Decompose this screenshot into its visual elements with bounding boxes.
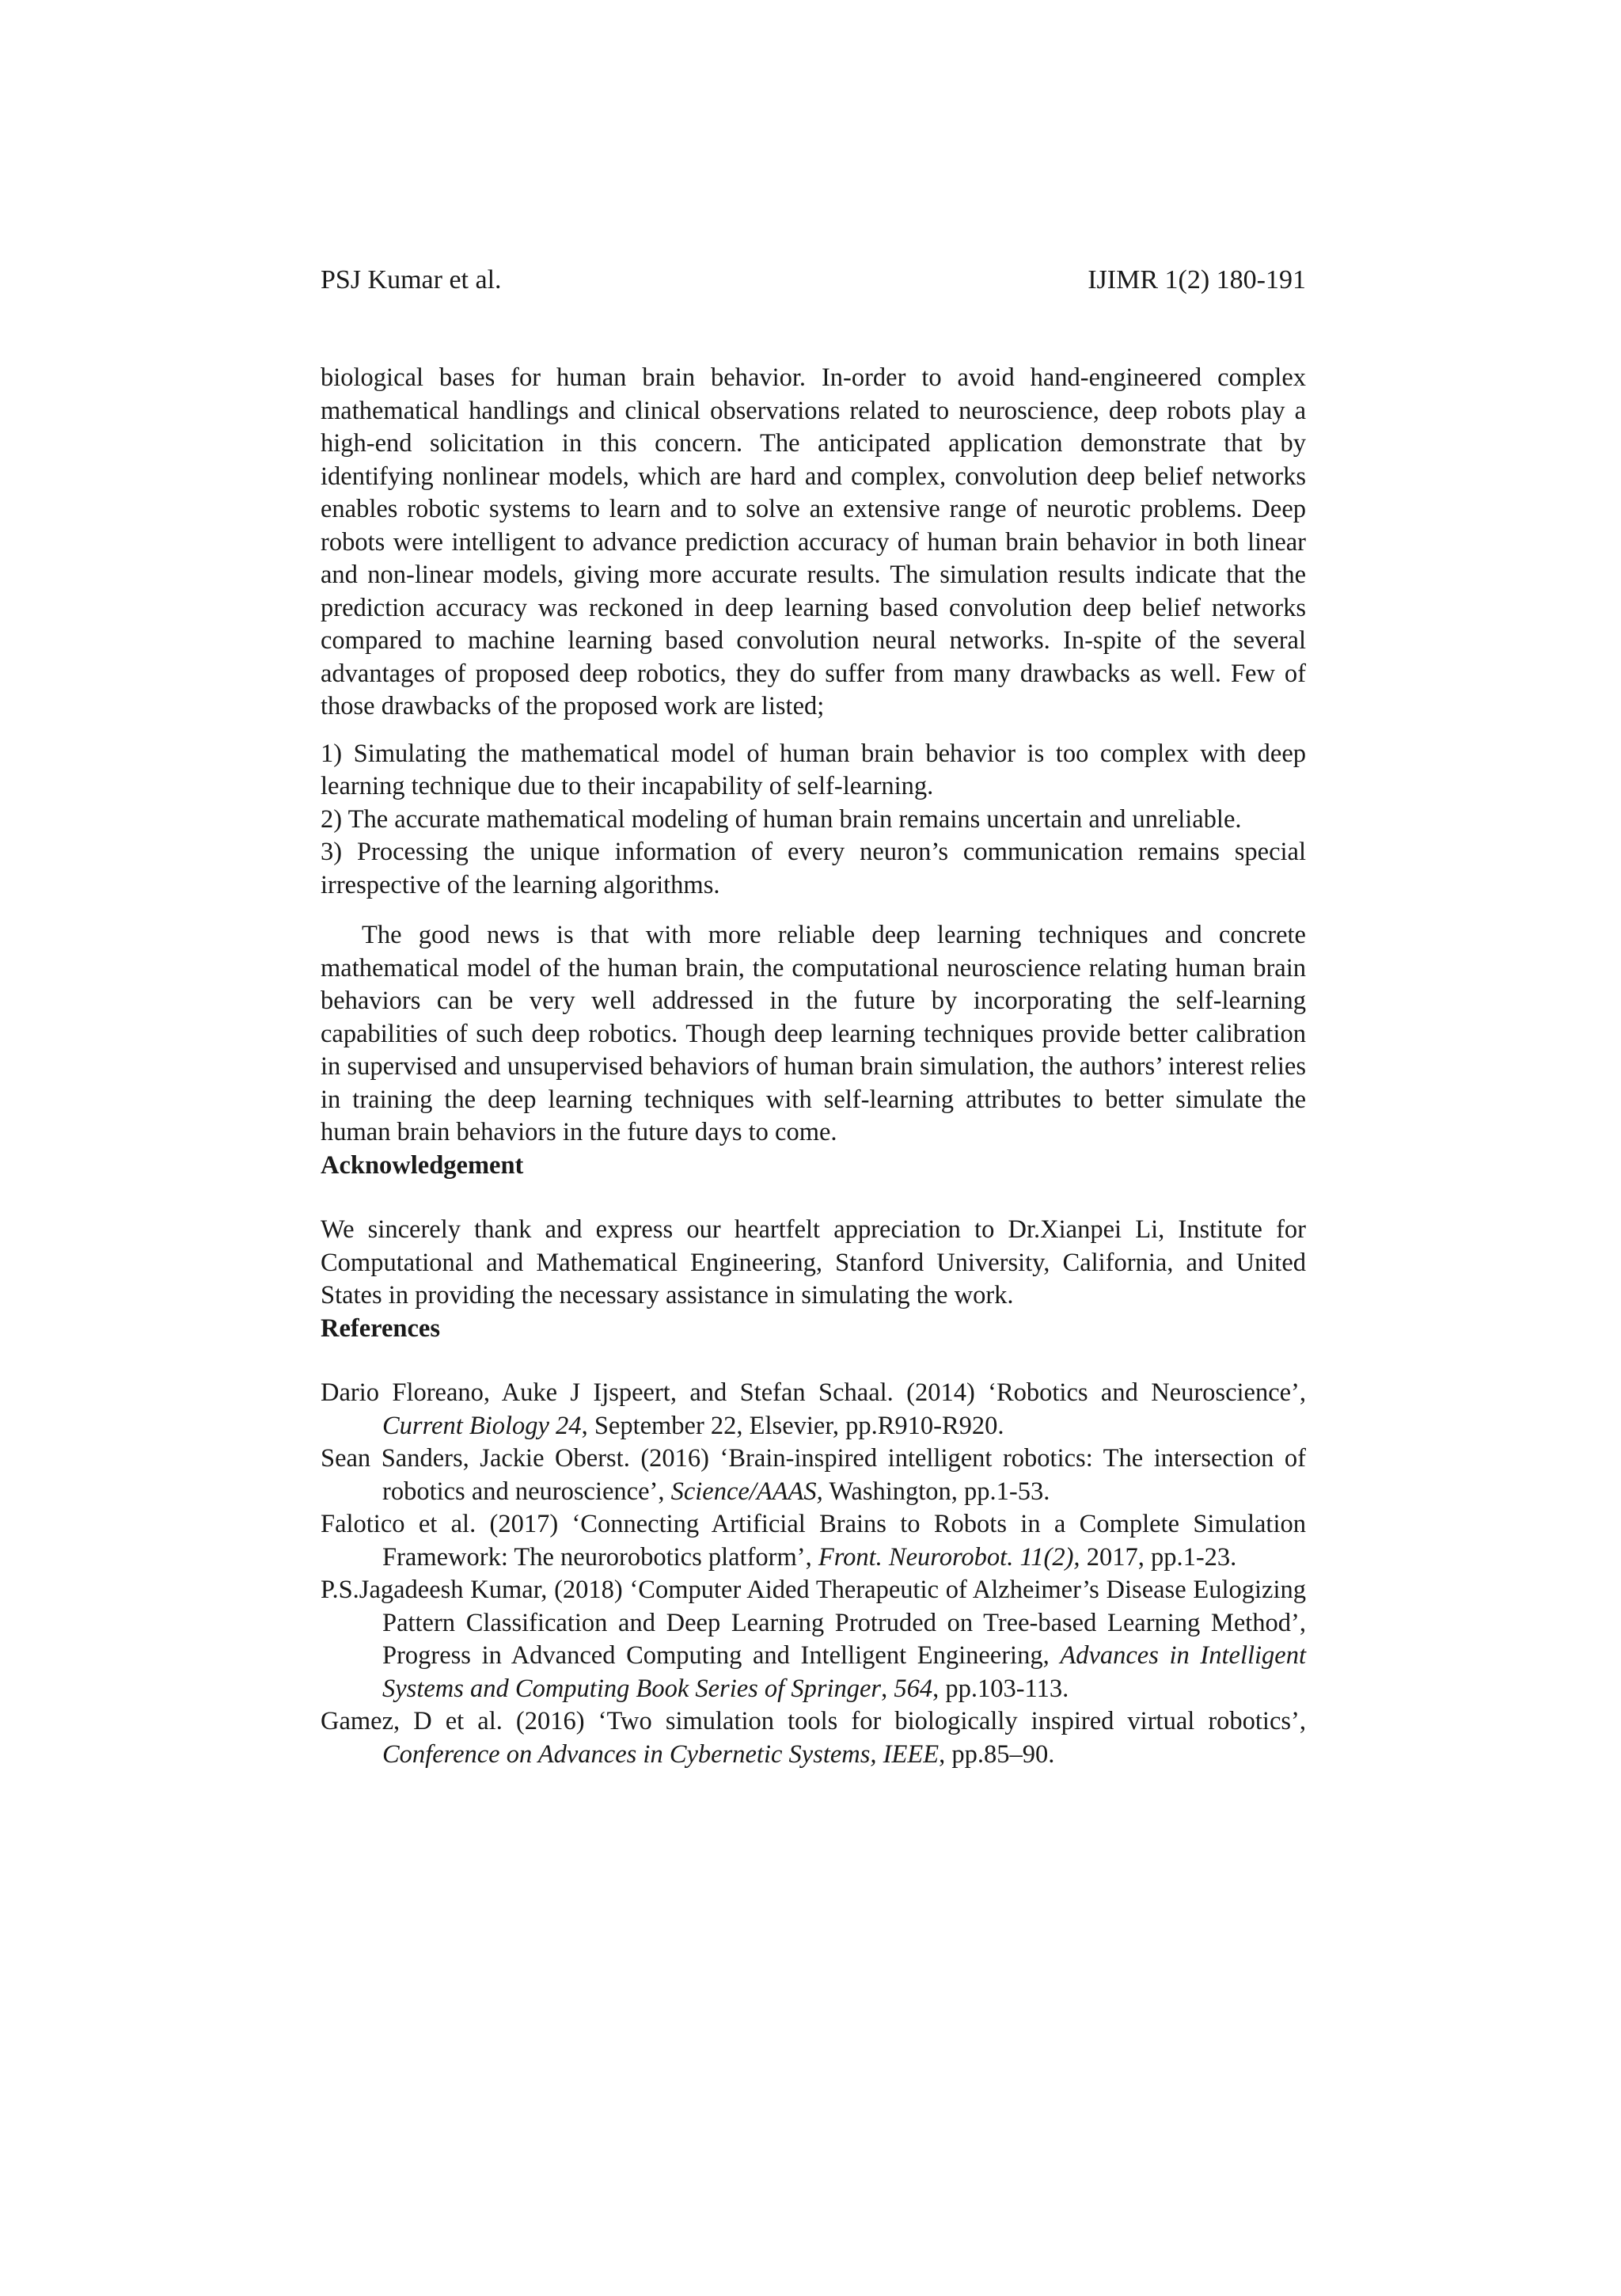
reference-source: Front. Neurorobot. 11(2), — [818, 1542, 1080, 1572]
paragraph-conclusion-1: biological bases for human brain behavior. In-order to avoid hand-engineered complex mathematical handlings and clinical observations related to neuroscience, deep robots play a high-end solicitation in this concern. The anticipated application demonstrate that by identifying nonlinear models, which are hard and complex, convolution deep belief networks enables robotic systems to learn and to solve an extensive range of neurotic problems. Deep robots were intelligent to advance prediction accuracy of human brain behavior in both linear and non-linear models, giving more accurate results. The simulation results indicate that the prediction accuracy was reckoned in deep learning based convolution deep belief networks compared to machine learning based convolution neural networks. In-spite of the several advantages of proposed deep robotics, they do suffer from many drawbacks as well. Few of those drawbacks of the proposed work are listed; — [321, 363, 1306, 720]
list-item-3: 3) Processing the unique information of every neuron’s communication remains special irrespective of the learning algorithms. — [321, 838, 1306, 899]
reference-text: Falotico et al. (2017) ‘Connecting Artificial Brains to Robots in a Complete Simulation Framework: The neurorobotics platform’, — [321, 1510, 1306, 1572]
references-heading: References — [321, 1313, 440, 1343]
reference-item — [321, 1508, 1306, 1574]
references-list — [321, 1377, 1306, 1771]
reference-text: Gamez, D et al. (2016) ‘Two simulation tools for biologically inspired virtual robotics’, — [321, 1707, 1306, 1735]
acknowledgement-text: We sincerely thank and express our heartfelt appreciation to Dr.Xianpei Li, Institute for Computational and Mathematical Engineering, Stanford University, California, and United States in providing the necessary assistance in simulating the work. — [321, 1215, 1306, 1310]
header-authors: PSJ Kumar et al. — [321, 265, 502, 295]
reference-item — [321, 1443, 1306, 1508]
list-item-2: 2) The accurate mathematical modeling of human brain remains uncertain and unreliable. — [321, 804, 1242, 834]
reference-details: , pp.85–90. — [939, 1739, 1055, 1769]
reference-text: P.S.Jagadeesh Kumar, (2018) ‘Computer Aided Therapeutic of Alzheimer’s Disease Eulogizing Pattern Classification and Deep Learning Protruded on Tree-based Learning Method’, Progress in Advanced Computing and Intelligent Engineering, — [321, 1576, 1306, 1670]
reference-details: , — [881, 1674, 894, 1703]
reference-item — [321, 1377, 1306, 1443]
reference-text: Dario Floreano, Auke J Ijspeert, and Stefan Schaal. (2014) ‘Robotics and Neuroscience’, — [321, 1378, 1306, 1407]
reference-text: Sean Sanders, Jackie Oberst. (2016) ‘Brain-inspired intelligent robotics: The intersection of robotics and neuroscience’, — [321, 1444, 1306, 1506]
list-item-1: 1) Simulating the mathematical model of human brain behavior is too complex with deep learning technique due to their incapability of self-learning. — [321, 739, 1306, 800]
reference-item — [321, 1705, 1306, 1771]
paragraph-conclusion-2: The good news is that with more reliable deep learning techniques and concrete mathematical model of the human brain, the computational neuroscience relating human brain behaviors can be very well addressed in the future by incorporating the self-learning capabilities of such deep robotics. Though deep learning techniques provide better calibration in supervised and unsupervised behaviors of human brain simulation, the authors’ interest relies in training the deep learning techniques with self-learning attributes to better simulate the human brain behaviors in the future days to come. — [321, 921, 1306, 1146]
reference-source: Current Biology 24 — [382, 1411, 582, 1440]
reference-source: Science/AAAS, — [670, 1477, 823, 1506]
drawbacks-list — [321, 738, 1306, 903]
paper-page — [321, 0, 1306, 2296]
reference-details: 2017, pp.1-23. — [1080, 1542, 1237, 1572]
reference-source: Advances in Intelligent Systems and Computing Book Series of Springer — [382, 1641, 1306, 1703]
acknowledgement-heading: Acknowledgement — [321, 1150, 524, 1180]
reference-volume: 564 — [894, 1674, 933, 1703]
reference-item — [321, 1574, 1306, 1705]
reference-source: Conference on Advances in Cybernetic Systems, IEEE — [382, 1739, 940, 1769]
reference-pages: , pp.103-113. — [932, 1674, 1069, 1703]
body-text — [321, 362, 1306, 1771]
reference-details: Washington, pp.1-53. — [822, 1477, 1050, 1506]
reference-details: , September 22, Elsevier, pp.R910-R920. — [581, 1411, 1004, 1440]
header-journal-ref: IJIMR 1(2) 180-191 — [1088, 265, 1306, 295]
